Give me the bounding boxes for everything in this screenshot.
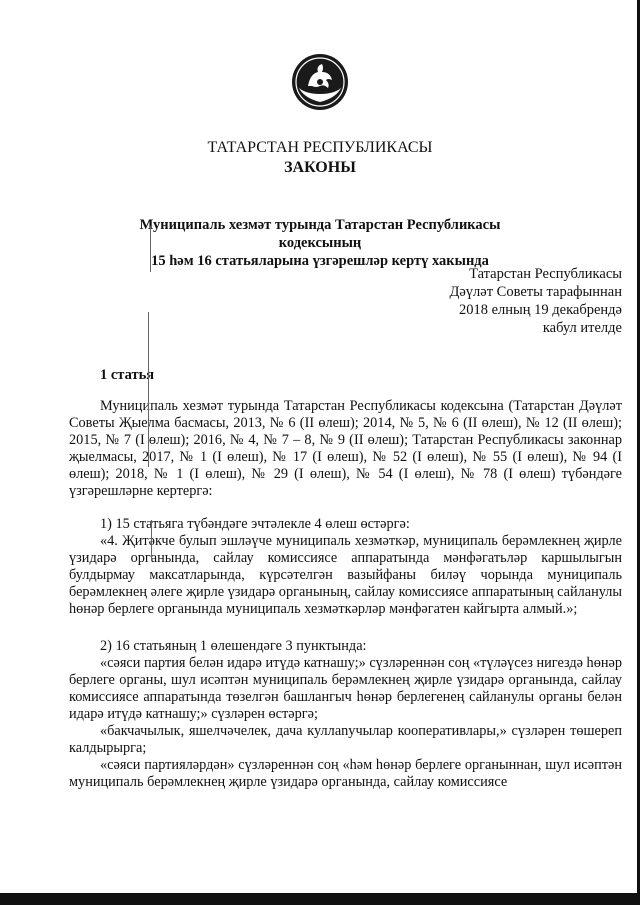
law-title-line: 15 һәм 16 статьяларына үзгәрешләр кертү хакында	[151, 253, 489, 269]
scan-mark	[150, 226, 151, 272]
paragraph: «4. Җитәкче булып эшләүче муниципаль хезмәткәр, муниципаль берәмлекнең җирле үзидарә органында, сайлау комиссиясе аппаратында мәнфәгатьләр каршылыгын булдырмау максатларында, күрсәтелгән вазыйфаны биләү чорында муниципаль берәмлекнең әлеге җирле үзидарә органының, сайлау комиссиясе аппаратының сайланулы һөнәр берлеге органында муниципаль хезмәткәрләр мәнфәгатен кайгыртa алмый.»;	[69, 533, 622, 617]
adoption-line: Дәүләт Советы тарафыннан	[449, 284, 622, 300]
adoption-line: кабул ителде	[542, 320, 622, 336]
paragraph: «бакчачылык, яшелчәчелек, дача куллanучылар кооперативлары,» сүзләрен төшереп калдырырга;	[69, 723, 622, 756]
paragraph: 2) 16 статьяның 1 өлешендәге 3 пунктында:	[100, 638, 367, 654]
tatarstan-emblem-icon	[290, 52, 350, 112]
header-law: ЗАКОНЫ	[284, 159, 356, 176]
scan-border-bottom	[0, 893, 640, 905]
paragraph: «сәяси партия белән идарә итүдә катнашу;» сүзләреннән соң «түләүсез нигездә һөнәр берлеге органы, шул исәптән муниципаль берәмлекнең җирле үзидарә органында, сайлау комиссиясе аппаратында төзелгән башлангыч һөнәр берлегенең сайланулы органы белән идарә итүдә катнашу;» сүзләрен өстәргә;	[69, 655, 622, 722]
law-title-line: Муниципаль хезмәт турында Татарстан Республикасы кодексының	[139, 217, 501, 251]
article-heading: 1 статья	[100, 367, 155, 383]
scan-mark	[151, 520, 152, 560]
adoption-block	[449, 265, 622, 337]
article-body	[69, 398, 622, 791]
scan-mark	[148, 312, 149, 467]
adoption-line: 2018 елның 19 декабрендә	[458, 302, 622, 318]
paragraph: 1) 15 статьяга түбәндәге эчтәлекле 4 өлеш өстәргә:	[100, 516, 410, 532]
law-title	[100, 216, 540, 270]
paragraph: «сәяси партияләрдән» сүзләреннән соң «һәм һөнәр берлеге органыннан, шул исәптән муниципаль берәмлекнең җирле үзидарә органында, сайлау комиссиясе	[69, 757, 622, 790]
adoption-line: Татарстан Республикасы	[469, 266, 622, 282]
paragraph: Муниципаль хезмәт турында Татарстан Республикасы кодексына (Татарстан Дәүләт Советы Җыелма басмасы, 2013, № 6 (II өлеш); 2014, № 5, № 6 (II өлеш), № 12 (II өлеш); 2015, № 7 (I өлеш); 2016, № 4, № 7 – 8, № 9 (II өлеш); Татарстан Республикасы законнар җыелмасы, 2017, № 1 (I өлеш), № 17 (I өлеш), № 52 (I өлеш), № 55 (I өлеш), № 94 (I өлеш); 2018, № 1 (I өлеш), № 29 (I өлеш), № 54 (I өлеш), № 78 (I өлеш) түбәндәге үзгәрешләрне кертергә:	[69, 398, 622, 499]
header-republic: ТАТАРСТАН РЕСПУБЛИКАСЫ	[207, 139, 433, 156]
